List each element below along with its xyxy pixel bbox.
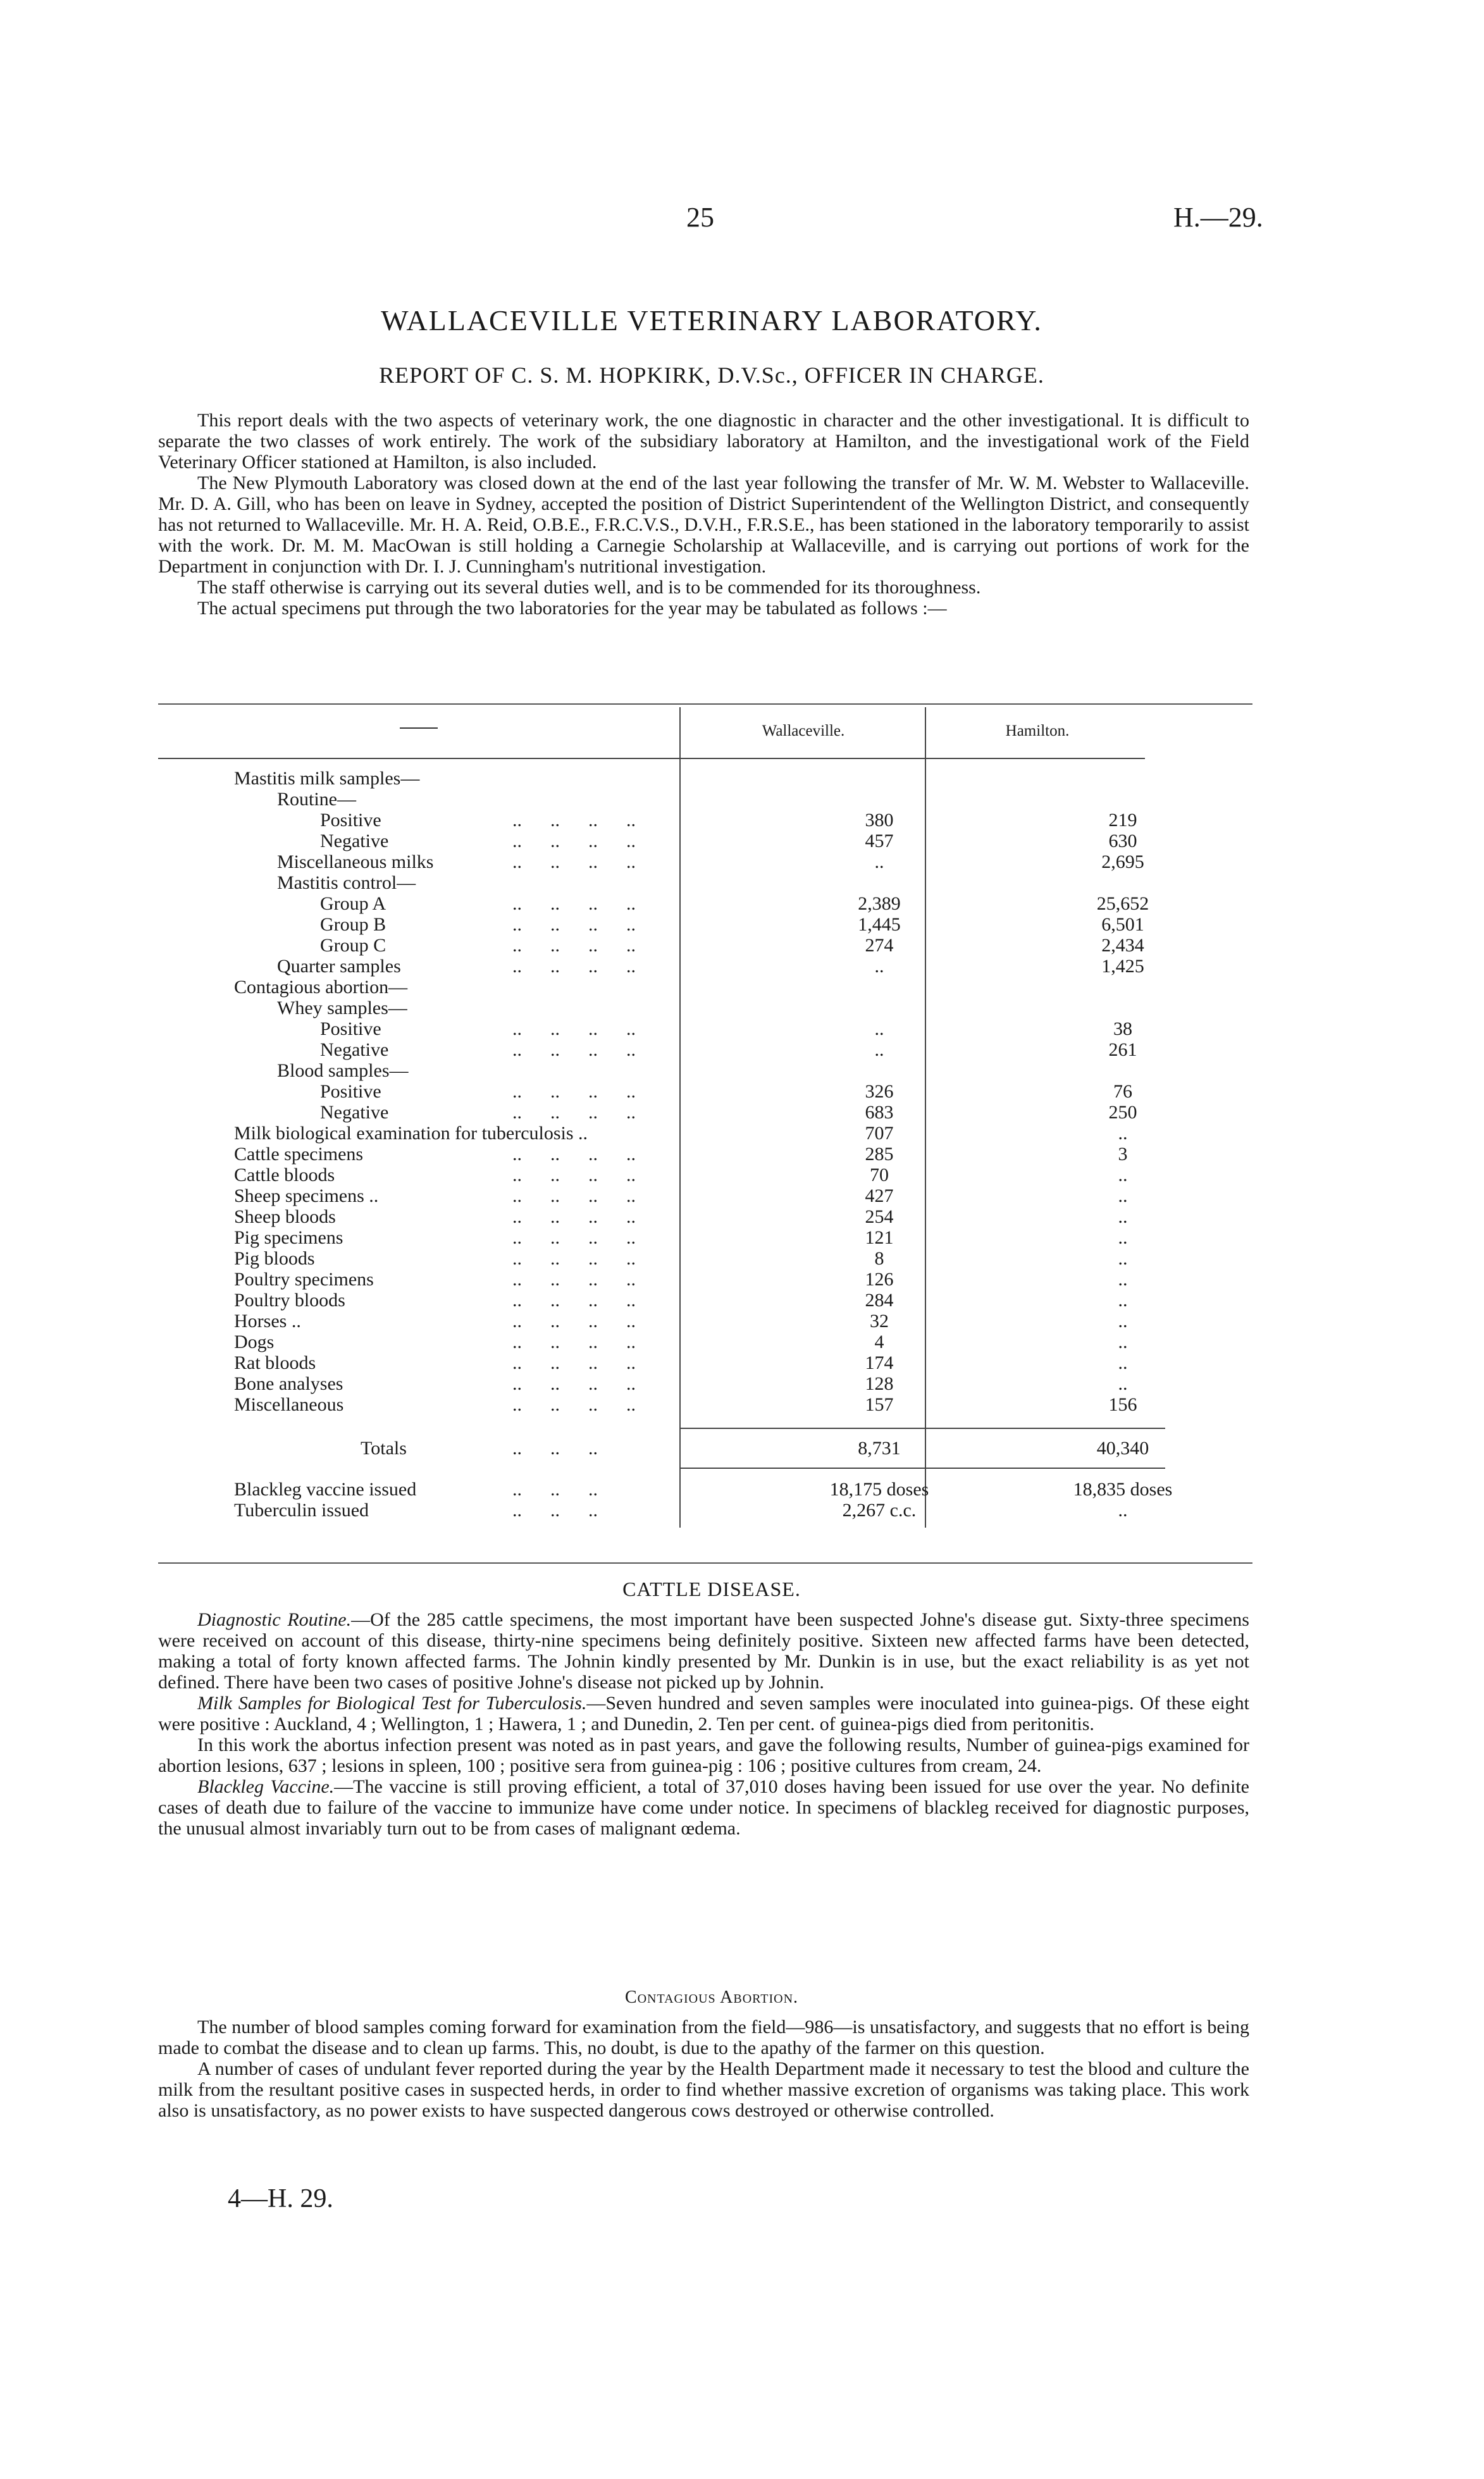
leader-dots: .. .. .. .. bbox=[512, 1394, 636, 1415]
table-row bbox=[234, 1206, 1158, 1227]
row-label: Tuberculin issued bbox=[234, 1500, 369, 1521]
value-hamilton: .. bbox=[1118, 1123, 1128, 1144]
value-hamilton: .. bbox=[1118, 1352, 1128, 1373]
value-wallaceville: 18,175 doses bbox=[829, 1479, 929, 1500]
leader-dots: .. .. .. .. bbox=[512, 1332, 636, 1352]
table-row bbox=[234, 872, 1158, 893]
leader-dots: .. .. .. .. bbox=[512, 1227, 636, 1248]
value-wallaceville: 274 bbox=[865, 935, 894, 956]
leader-dots: .. .. .. .. bbox=[512, 1373, 636, 1394]
paragraph-text: —Of the 285 cattle specimens, the most important have been suspected Johne's disease gut. Sixty-three specimens were received on account of this disease, thirty-nine specimens being definitely positive. Sixteen new affected farms have been detected, making a total of forty known affected farms. The Johnin kindly presented by Mr. Dunkin is in use, but the exact reliability is as yet not defined. There have been two cases of positive Johne's disease not picked up by Johnin. bbox=[158, 1609, 1249, 1693]
row-label: Cattle bloods bbox=[234, 1165, 335, 1185]
value-hamilton: 6,501 bbox=[1101, 914, 1144, 935]
table-row bbox=[234, 1165, 1158, 1185]
leader-dots: .. .. .. .. bbox=[512, 1185, 636, 1206]
value-hamilton: 38 bbox=[1113, 1018, 1132, 1039]
issued-row bbox=[234, 1500, 1158, 1521]
table-row bbox=[234, 1060, 1158, 1081]
abortion-paragraph: A number of cases of undulant fever reported during the year by the Health Department made it necessary to test the blood and culture the milk from the resultant positive cases in suspected herds, in order to find whether massive excretion of organisms was taking place. This work also is unsatisfactory, as no power exists to have suspected dangerous cows destroyed or otherwise controlled. bbox=[158, 2058, 1249, 2121]
signature-mark: 4—H. 29. bbox=[228, 2184, 333, 2213]
intro-paragraph: The New Plymouth Laboratory was closed down at the end of the last year following the transfer of Mr. W. M. Webster to Wallaceville. Mr. D. A. Gill, who has been on leave in Sydney, accepted the position of District Superintendent of the Wellington District, and consequently has not returned to Wallaceville. Mr. H. A. Reid, O.B.E., F.R.C.V.S., D.V.H., F.R.S.E., has been stationed in the laboratory temporarily to assist with the work. Dr. M. M. MacOwan is still holding a Carnegie Scholarship at Wallaceville, and is carrying out portions of work for the Department in conjunction with Dr. I. J. Cunningham's nutritional investigation. bbox=[158, 473, 1249, 577]
row-label: Positive bbox=[320, 1081, 381, 1102]
intro-paragraph: This report deals with the two aspects of veterinary work, the one diagnostic in character and the other investigational. It is difficult to separate the two classes of work entirely. The work of the subsidiary laboratory at Hamilton, and the investigational work of the Field Veterinary Officer stationed at Hamilton, is also included. bbox=[158, 410, 1249, 473]
leader-dots: .. .. .. .. bbox=[512, 1311, 636, 1332]
row-label: Contagious abortion— bbox=[234, 977, 408, 998]
value-hamilton: 76 bbox=[1113, 1081, 1132, 1102]
table-row bbox=[234, 768, 1158, 789]
table-blank-header-dash bbox=[400, 727, 438, 729]
value-hamilton: 18,835 doses bbox=[1073, 1479, 1173, 1500]
value-wallaceville: 126 bbox=[865, 1269, 894, 1290]
row-label: Miscellaneous bbox=[234, 1394, 344, 1415]
value-hamilton: 1,425 bbox=[1101, 956, 1144, 977]
value-hamilton: 2,695 bbox=[1101, 851, 1144, 872]
value-hamilton: 3 bbox=[1118, 1144, 1128, 1165]
value-hamilton: .. bbox=[1118, 1185, 1128, 1206]
table-row bbox=[234, 1394, 1158, 1415]
row-label: Routine— bbox=[277, 789, 356, 810]
value-wallaceville: 4 bbox=[874, 1332, 884, 1352]
totals-rule bbox=[925, 1468, 1165, 1469]
row-label: Positive bbox=[320, 810, 381, 831]
value-hamilton: .. bbox=[1118, 1206, 1128, 1227]
value-hamilton: .. bbox=[1118, 1269, 1128, 1290]
leader-dots: .. .. .. .. bbox=[512, 1269, 636, 1290]
table-row bbox=[234, 831, 1158, 851]
value-wallaceville: 8 bbox=[874, 1248, 884, 1269]
section-heading-abortion: Contagious Abortion. bbox=[624, 1988, 799, 2007]
leader-dots: .. .. .. .. bbox=[512, 1102, 636, 1123]
leader-dots: .. .. .. .. bbox=[512, 851, 636, 872]
totals-rule bbox=[925, 1428, 1165, 1429]
row-label: Sheep specimens .. bbox=[234, 1185, 379, 1206]
paragraph-heading: Blackleg Vaccine. bbox=[197, 1776, 335, 1797]
leader-dots: .. .. .. .. bbox=[512, 956, 636, 977]
cattle-paragraph bbox=[158, 1609, 1249, 1693]
value-wallaceville: 32 bbox=[870, 1311, 889, 1332]
table-row bbox=[234, 1102, 1158, 1123]
leader-dots: .. .. .. bbox=[512, 1438, 598, 1459]
leader-dots: .. .. .. .. bbox=[512, 914, 636, 935]
value-hamilton: 630 bbox=[1108, 831, 1137, 851]
table-row bbox=[234, 1018, 1158, 1039]
value-wallaceville: .. bbox=[874, 1039, 884, 1060]
value-hamilton: 2,434 bbox=[1101, 935, 1144, 956]
value-hamilton: .. bbox=[1118, 1227, 1128, 1248]
row-label: Blackleg vaccine issued bbox=[234, 1479, 417, 1500]
issued-section bbox=[234, 1479, 1173, 1521]
value-hamilton: 250 bbox=[1108, 1102, 1137, 1123]
report-subtitle: REPORT OF C. S. M. HOPKIRK, D.V.Sc., OFFICER IN CHARGE. bbox=[379, 362, 1044, 388]
row-label: Negative bbox=[320, 831, 389, 851]
leader-dots: .. .. .. .. bbox=[512, 831, 636, 851]
row-label: Group B bbox=[320, 914, 386, 935]
column-header-hamilton: Hamilton. bbox=[1005, 722, 1070, 739]
value-hamilton: 261 bbox=[1108, 1039, 1137, 1060]
value-wallaceville: 683 bbox=[865, 1102, 894, 1123]
table-top-rule bbox=[158, 703, 1252, 705]
table-row bbox=[234, 1185, 1158, 1206]
paragraph-text: —The vaccine is still proving efficient, a total of 37,010 doses having been issued for use over the year. No definite cases of death due to failure of the vaccine to immunize have come under notice. In specimens of blackleg received for diagnostic purposes, the unusual almost invariably turn out to be from cases of malignant œdema. bbox=[158, 1776, 1249, 1839]
section-heading-cattle: CATTLE DISEASE. bbox=[622, 1578, 801, 1600]
issued-row bbox=[234, 1479, 1173, 1500]
row-label: Pig specimens bbox=[234, 1227, 343, 1248]
row-label: Blood samples— bbox=[277, 1060, 409, 1081]
paragraph-heading: Diagnostic Routine. bbox=[197, 1609, 352, 1630]
value-wallaceville: .. bbox=[874, 851, 884, 872]
table-row bbox=[234, 914, 1158, 935]
value-wallaceville: 121 bbox=[865, 1227, 894, 1248]
row-label: Rat bloods bbox=[234, 1352, 316, 1373]
cattle-paragraph bbox=[158, 1776, 1249, 1839]
value-wallaceville: .. bbox=[874, 956, 884, 977]
leader-dots: .. .. .. .. bbox=[512, 1290, 636, 1311]
totals-rule bbox=[679, 1428, 926, 1429]
abortion-section bbox=[158, 2017, 1249, 2121]
value-wallaceville: 284 bbox=[865, 1290, 894, 1311]
totals-rule bbox=[679, 1468, 926, 1469]
value-hamilton: .. bbox=[1118, 1165, 1128, 1185]
table-row bbox=[234, 1373, 1158, 1394]
value-wallaceville: 457 bbox=[865, 831, 894, 851]
leader-dots: .. .. .. bbox=[512, 1479, 598, 1500]
table-row bbox=[234, 1352, 1158, 1373]
table-header-rule bbox=[158, 758, 1145, 759]
row-label: Poultry specimens bbox=[234, 1269, 374, 1290]
table-row bbox=[234, 1123, 1158, 1144]
leader-dots: .. .. .. bbox=[512, 1500, 598, 1521]
table-row bbox=[234, 851, 1158, 872]
row-label: Cattle specimens bbox=[234, 1144, 364, 1165]
row-label: Sheep bloods bbox=[234, 1206, 336, 1227]
table-col-divider bbox=[679, 707, 681, 759]
leader-dots: .. .. .. .. bbox=[512, 1018, 636, 1039]
value-hamilton: 219 bbox=[1108, 810, 1137, 831]
value-wallaceville: 157 bbox=[865, 1394, 894, 1415]
totals-hamilton: 40,340 bbox=[1096, 1438, 1149, 1459]
row-label: Dogs bbox=[234, 1332, 275, 1352]
value-hamilton: 25,652 bbox=[1096, 893, 1149, 914]
value-wallaceville: 2,267 c.c. bbox=[842, 1500, 917, 1521]
row-label: Miscellaneous milks bbox=[277, 851, 434, 872]
intro-paragraph: The actual specimens put through the two laboratories for the year may be tabulated as follows :— bbox=[197, 598, 947, 619]
totals-row bbox=[234, 1438, 1158, 1459]
cattle-paragraph bbox=[158, 1693, 1249, 1734]
table-row bbox=[234, 1081, 1158, 1102]
value-hamilton: .. bbox=[1118, 1311, 1128, 1332]
cattle-paragraph: In this work the abortus infection present was noted as in past years, and gave the following results, Number of guinea-pigs examined for abortion lesions, 637 ; lesions in spleen, 100 ; positive sera from guinea-pig : 106 ; positive cultures from cream, 24. bbox=[158, 1734, 1249, 1776]
table-row bbox=[234, 789, 1158, 810]
leader-dots: .. .. .. .. bbox=[512, 1248, 636, 1269]
leader-dots: .. .. .. .. bbox=[512, 1144, 636, 1165]
intro-section bbox=[158, 410, 1249, 619]
row-label: Pig bloods bbox=[234, 1248, 315, 1269]
value-wallaceville: 128 bbox=[865, 1373, 894, 1394]
leader-dots: .. .. .. .. bbox=[512, 1039, 636, 1060]
leader-dots: .. .. .. .. bbox=[512, 1206, 636, 1227]
table-row bbox=[234, 956, 1158, 977]
table-row bbox=[234, 1248, 1158, 1269]
table-row bbox=[234, 1144, 1158, 1165]
table-row bbox=[234, 893, 1158, 914]
row-label: Quarter samples bbox=[277, 956, 401, 977]
table-row bbox=[234, 1269, 1158, 1290]
value-hamilton: .. bbox=[1118, 1332, 1128, 1352]
table-row bbox=[234, 1311, 1158, 1332]
row-label: Group C bbox=[320, 935, 386, 956]
row-label: Bone analyses bbox=[234, 1373, 343, 1394]
paragraph-heading: Milk Samples for Biological Test for Tuberculosis. bbox=[197, 1693, 587, 1714]
value-wallaceville: 380 bbox=[865, 810, 894, 831]
value-wallaceville: 254 bbox=[865, 1206, 894, 1227]
table-row bbox=[234, 935, 1158, 956]
table-row bbox=[234, 1332, 1158, 1352]
leader-dots: .. .. .. .. bbox=[512, 810, 636, 831]
row-label: Negative bbox=[320, 1039, 389, 1060]
value-hamilton: 156 bbox=[1108, 1394, 1137, 1415]
page-number: 25 bbox=[686, 202, 714, 233]
value-wallaceville: 70 bbox=[870, 1165, 889, 1185]
value-hamilton: .. bbox=[1118, 1248, 1128, 1269]
table-col-divider bbox=[925, 707, 926, 759]
page-reference: H.—29. bbox=[1173, 202, 1263, 233]
cattle-section bbox=[158, 1609, 1249, 1839]
value-wallaceville: .. bbox=[874, 1018, 884, 1039]
value-wallaceville: 427 bbox=[865, 1185, 894, 1206]
table-row bbox=[234, 1227, 1158, 1248]
table-row bbox=[234, 810, 1158, 831]
totals-label: Totals bbox=[361, 1438, 407, 1459]
value-wallaceville: 707 bbox=[865, 1123, 894, 1144]
totals-wallaceville: 8,731 bbox=[858, 1438, 901, 1459]
row-label: Whey samples— bbox=[277, 998, 407, 1018]
leader-dots: .. .. .. .. bbox=[512, 935, 636, 956]
table-row bbox=[234, 998, 1158, 1018]
table-row bbox=[234, 1290, 1158, 1311]
leader-dots: .. .. .. .. bbox=[512, 1165, 636, 1185]
row-label: Negative bbox=[320, 1102, 389, 1123]
row-label: Horses .. bbox=[234, 1311, 301, 1332]
report-title: WALLACEVILLE VETERINARY LABORATORY. bbox=[381, 304, 1042, 337]
row-label: Group A bbox=[320, 893, 386, 914]
value-hamilton: .. bbox=[1118, 1290, 1128, 1311]
intro-paragraph: The staff otherwise is carrying out its several duties well, and is to be commended for its thoroughness. bbox=[197, 577, 981, 598]
leader-dots: .. .. .. .. bbox=[512, 893, 636, 914]
value-wallaceville: 1,445 bbox=[858, 914, 901, 935]
paragraph-text: —Seven hundred and seven samples were inoculated into guinea-pigs. Of these eight were positive : Auckland, 4 ; Wellington, 1 ; Hawera, 1 ; and Dunedin, 2. Ten per cent. of guinea-pigs died from peritonitis. bbox=[158, 1693, 1249, 1734]
value-wallaceville: 174 bbox=[865, 1352, 894, 1373]
table-bottom-rule bbox=[158, 1562, 1252, 1564]
leader-dots: .. .. .. .. bbox=[512, 1352, 636, 1373]
row-label: Mastitis milk samples— bbox=[234, 768, 420, 789]
table-row bbox=[234, 1039, 1158, 1060]
value-wallaceville: 326 bbox=[865, 1081, 894, 1102]
value-hamilton: .. bbox=[1118, 1500, 1128, 1521]
value-hamilton: .. bbox=[1118, 1373, 1128, 1394]
table-row bbox=[234, 977, 1158, 998]
row-label: Positive bbox=[320, 1018, 381, 1039]
abortion-paragraph: The number of blood samples coming forward for examination from the field—986—is unsatisfactory, and suggests that no effort is being made to combat the disease and to clean up farms. This, no doubt, is due to the apathy of the farmer on this question. bbox=[158, 2017, 1249, 2058]
column-header-wallaceville: Wallaceville. bbox=[762, 722, 845, 739]
row-label: Milk biological examination for tuberculosis .. bbox=[234, 1123, 588, 1144]
value-wallaceville: 2,389 bbox=[858, 893, 901, 914]
value-wallaceville: 285 bbox=[865, 1144, 894, 1165]
row-label: Mastitis control— bbox=[277, 872, 416, 893]
table-body bbox=[234, 768, 1158, 1415]
row-label: Poultry bloods bbox=[234, 1290, 345, 1311]
leader-dots: .. .. .. .. bbox=[512, 1081, 636, 1102]
